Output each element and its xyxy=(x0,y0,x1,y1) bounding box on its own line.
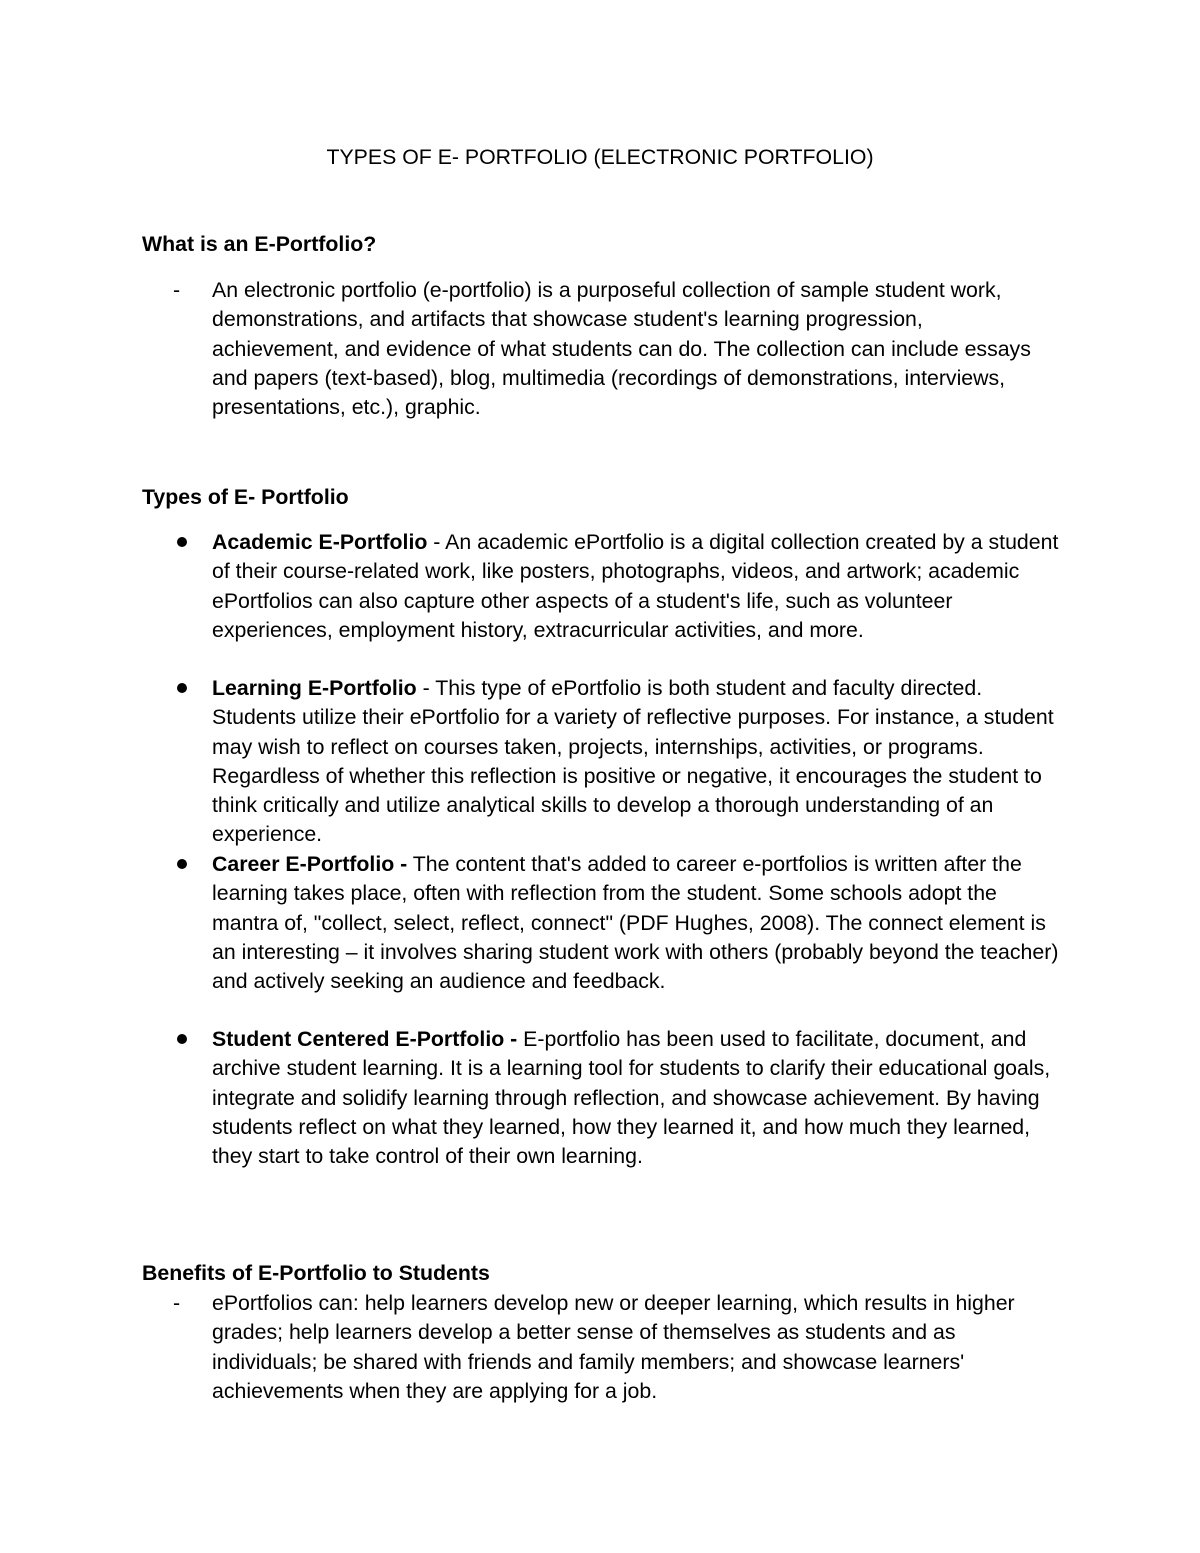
benefits-paragraph: ePortfolios can: help learners develop new or deeper learning, which results in higher grades; help learners develop a better sense of themselves as students and as individuals; be shared with friends and family members; and showcase learners' achievements when they are applying for a job. xyxy=(212,1291,1015,1403)
term-career: Career E-Portfolio - xyxy=(212,852,408,876)
definition-list-item xyxy=(142,276,1072,426)
bullet-icon xyxy=(177,859,187,869)
document-title: TYPES OF E- PORTFOLIO (ELECTRONIC PORTFOLIO) xyxy=(326,145,874,169)
bullet-text xyxy=(212,674,1062,850)
term-academic: Academic E-Portfolio xyxy=(212,530,428,554)
section-heading-benefits: Benefits of E-Portfolio to Students xyxy=(142,1261,490,1285)
definition-paragraph: An electronic portfolio (e-portfolio) is a purposeful collection of sample student work, demonstrations, and artifacts that showcase student's learning progression, achievement, and evidence of what students can do. The collection can include essays and papers (text-based), blog, multimedia (recordings of demonstrations, interviews, presentations, etc.), graphic. xyxy=(212,278,1031,420)
dash-marker: - xyxy=(173,278,181,302)
bullet-text xyxy=(212,850,1062,996)
description-academic: An academic ePortfolio is a digital collection created by a student of their course-related work, like posters, photographs, videos, and artwork; academic ePortfolios can also capture other aspects of a student's life, such as volunteer experiences, employment history, extracurricular activities, and more. xyxy=(212,530,1059,642)
bullet-text xyxy=(212,528,1062,645)
description-learning: This type of ePortfolio is both student and faculty directed. Students utilize their ePortfolio for a variety of reflective purposes. For instance, a student may wish to reflect on courses taken, projects, internships, activities, or programs. Regardless of whether this reflection is positive or negative, it encourages the student to think critically and utilize analytical skills to develop a thorough understanding of an experience. xyxy=(212,676,1054,847)
description-student-centered: E-portfolio has been used to facilitate, document, and archive student learning. It is a learning tool for students to clarify their educational goals, integrate and solidify learning through reflection, and showcase achievement. By having students reflect on what they learned, how they learned it, and how much they learned, they start to take control of their own learning. xyxy=(212,1027,1051,1169)
bullet-icon xyxy=(177,537,187,547)
section-heading-types: Types of E- Portfolio xyxy=(142,485,349,509)
term-learning: Learning E-Portfolio xyxy=(212,676,417,700)
bullet-icon xyxy=(177,1034,187,1044)
term-student-centered: Student Centered E-Portfolio - xyxy=(212,1027,518,1051)
term-separator: - xyxy=(416,676,436,700)
bullet-text xyxy=(212,1025,1062,1171)
section-heading-what-is: What is an E-Portfolio? xyxy=(142,232,377,256)
dash-marker: - xyxy=(173,1291,181,1315)
bullet-icon xyxy=(177,683,187,693)
term-separator: - xyxy=(427,530,446,554)
description-career: The content that's added to career e-portfolios is written after the learning takes place, often with reflection from the student. Some schools adopt the mantra of, "collect, select, reflect, connect" (PDF Hughes, 2008). The connect element is an interesting – it involves sharing student work with others (probably beyond the teacher) and actively seeking an audience and feedback. xyxy=(212,852,1059,994)
